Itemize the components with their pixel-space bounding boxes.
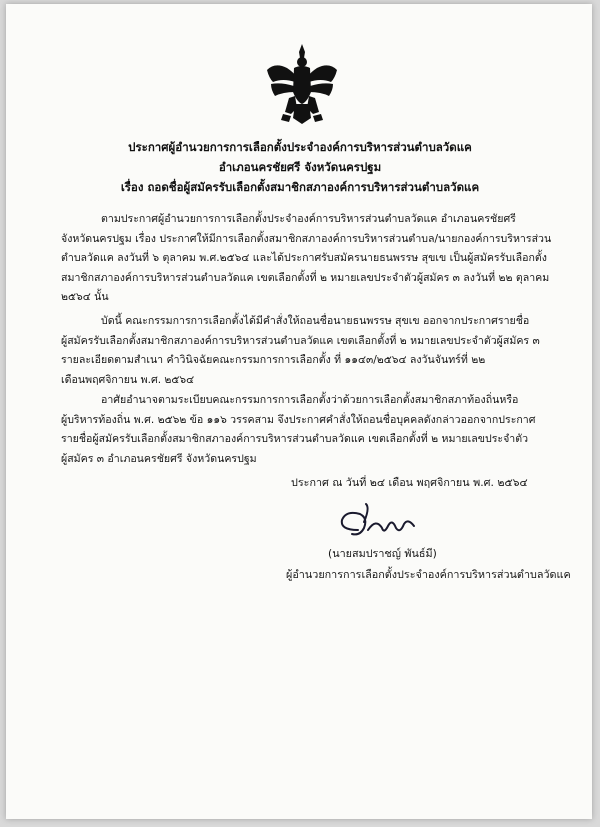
- announcement-date: ประกาศ ณ วันที่ ๒๔ เดือน พฤศจิกายน พ.ศ. ๒๕๖๔: [291, 476, 528, 489]
- signer-position: ผู้อำนวยการการเลือกตั้งประจำองค์การบริหารส่วนตำบลวัดแค: [286, 568, 571, 581]
- district-province-line: อำเภอนครชัยศรี จังหวัดนครปฐม: [218, 160, 382, 174]
- paragraph-line: ๒๕๖๔ นั้น: [61, 291, 109, 304]
- paragraph-2: [61, 312, 551, 390]
- subject-line: เรื่อง ถอดชื่อผู้สมัครรับเลือกตั้งสมาชิกสภาองค์การบริหารส่วนตำบลวัดแค: [120, 180, 480, 194]
- paragraph-3: [61, 391, 551, 469]
- paragraph-line: รายละเอียดตามสำเนา คำวินิจฉัยคณะกรรมการการเลือกตั้ง ที่ ๑๑๔๓/๒๕๖๔ ลงวันจันทร์ที่ ๒๒: [61, 354, 486, 367]
- paragraph-line: บัดนี้ คณะกรรมการการเลือกตั้งได้มีคำสั่งให้ถอนชื่อนายธนพรรษ สุขเข ออกจากประกาศรายชื่อ: [101, 315, 530, 327]
- signer-name: (นายสมปราชญ์ พันธ์มี): [328, 547, 437, 560]
- paragraph-line: อาศัยอำนาจตามระเบียบคณะกรรมการการเลือกตั้งว่าด้วยการเลือกตั้งสมาชิกสภาท้องถิ่นหรือ: [101, 394, 519, 406]
- signature-icon: [330, 500, 430, 548]
- paragraph-line: ตามประกาศผู้อำนวยการการเลือกตั้งประจำองค์การบริหารส่วนตำบลวัดแค อำเภอนครชัยศรี: [101, 213, 516, 225]
- paragraph-line: ตำบลวัดแค ลงวันที่ ๖ ตุลาคม พ.ศ.๒๕๖๔ และได้ประกาศรับสมัครนายธนพรรษ สุขเข เป็นผู้สมัครรับเลือกตั้ง: [61, 252, 547, 265]
- paragraph-line: จังหวัดนครปฐม เรื่อง ประกาศให้มีการเลือกตั้งสมาชิกสภาองค์การบริหารส่วนตำบล/นายกองค์การบริหารส่วน: [61, 232, 551, 245]
- paragraph-line: สมาชิกสภาองค์การบริหารส่วนตำบลวัดแค เขตเลือกตั้งที่ ๒ หมายเลขประจำตัวผู้สมัคร ๓ ลงวันที่ ๒๒ ตุลาคม: [61, 271, 550, 284]
- paragraph-line: ผู้สมัครรับเลือกตั้งสมาชิกสภาองค์การบริหารส่วนตำบลวัดแค เขตเลือกตั้งที่ ๒ หมายเลขประจำตัวผู้สมัคร ๓: [61, 334, 540, 347]
- paragraph-line: ผู้สมัคร ๓ อำเภอนครชัยศรี จังหวัดนครปฐม: [61, 452, 257, 465]
- paragraph-line: ผู้บริหารท้องถิ่น พ.ศ. ๒๕๖๒ ข้อ ๑๑๖ วรรคสาม จึงประกาศคำสั่งให้ถอนชื่อบุคคลดังกล่าวออกจากประกาศ: [61, 413, 536, 426]
- paragraph-1: [61, 210, 551, 308]
- paragraph-line: รายชื่อผู้สมัครรับเลือกตั้งสมาชิกสภาองค์การบริหารส่วนตำบลวัดแค เขตเลือกตั้งที่ ๒ หมายเลขประจำตัว: [61, 433, 529, 446]
- garuda-emblem-icon: [265, 42, 339, 126]
- announcement-title: ประกาศผู้อำนวยการการเลือกตั้งประจำองค์การบริหารส่วนตำบลวัดแค: [128, 140, 472, 154]
- paragraph-line: เดือนพฤศจิกายน พ.ศ. ๒๕๖๔: [61, 373, 195, 386]
